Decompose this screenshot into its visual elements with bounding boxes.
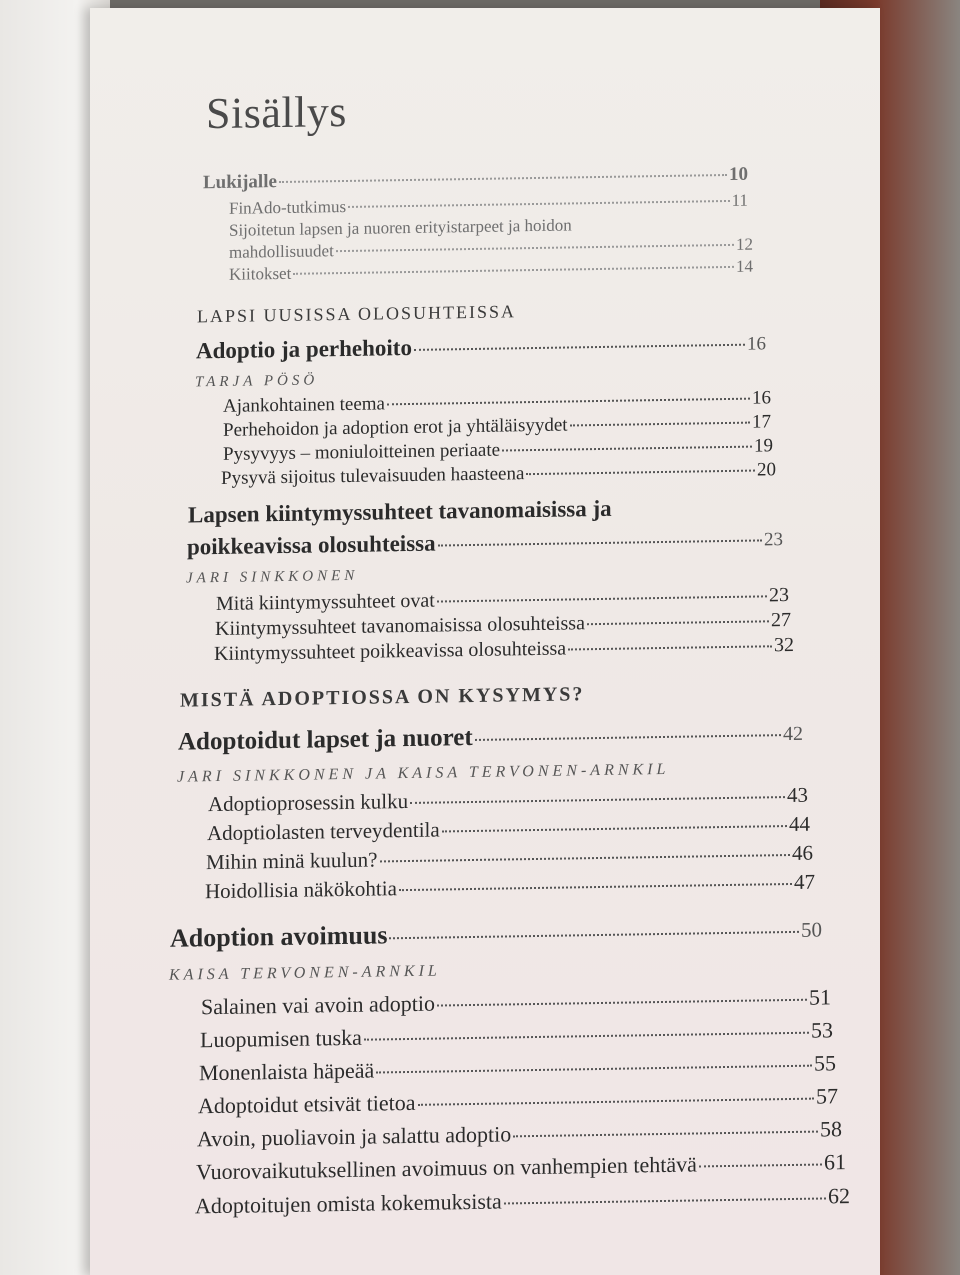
page-title: Sisällys [206,86,347,139]
toc-page-number: 51 [809,984,831,1010]
leader-dots [380,854,791,862]
chapter-entry [178,719,803,757]
leader-dots [389,931,799,939]
chapter-author: TARJA PÖSÖ [195,372,319,391]
chapter-entry [188,493,788,528]
toc-entry [203,164,748,195]
toc-page-number: 12 [736,234,753,254]
toc-entry-title: Lukijalle [203,171,277,194]
toc-page-number: 23 [769,584,789,607]
leader-dots [442,825,787,832]
toc-page-number: 57 [816,1083,838,1109]
toc-page-number: 11 [731,190,748,210]
toc-subentry [197,1116,842,1152]
toc-subentry [207,812,810,846]
toc-entry-title: Hoidollisia näkökohtia [205,876,397,904]
toc-entry-title: Salainen vai avoin adoptio [201,990,435,1020]
leader-dots [348,200,730,208]
leader-dots [513,1131,818,1138]
toc-entry-title: Sijoitetun lapsen ja nuoren erityistarpeet ja hoidon [229,215,572,240]
leader-dots [568,645,772,650]
toc-entry-title: Avoin, puoliavoin ja salattu adoptio [197,1121,512,1152]
toc-page-number: 50 [801,917,822,942]
chapter-author: KAISA TERVONEN-ARNKIL [169,962,441,984]
chapter-author: JARI SINKKONEN JA KAISA TERVONEN-ARNKIL [177,760,670,786]
toc-page-number: 16 [747,333,766,355]
chapter-entry [170,914,822,954]
toc-page-number: 58 [820,1116,842,1142]
toc-subentry [201,984,831,1020]
toc-entry-title: Kiitokset [229,263,292,284]
toc-entry-title: Monenlaista häpeää [199,1057,375,1086]
toc-page-number: 53 [811,1017,833,1043]
toc-entry-title: Vuorovaikutuksellinen avoimuus on vanhempien tehtävä [196,1151,697,1185]
leader-dots [279,174,727,183]
leader-dots [399,883,792,891]
toc-entry-title: poikkeavissa olosuhteissa [187,530,436,560]
toc-entry-title: Adoptoidut etsivät tietoa [198,1089,416,1119]
leader-dots [376,1065,812,1074]
leader-dots [437,595,767,602]
toc-page-number: 61 [824,1149,846,1175]
leader-dots [293,266,734,275]
toc-page-number: 19 [754,435,773,457]
toc-entry-title: Perhehoidon ja adoption erot ja yhtäläisyydet [223,414,568,441]
toc-entry-title: mahdollisuudet [229,241,334,262]
leader-dots [587,620,769,625]
toc-subentry [199,1050,836,1086]
toc-entry-title: Pysyvä sijoitus tulevaisuuden haasteena [221,463,525,489]
toc-page-number: 46 [792,840,813,865]
toc-content [90,0,880,1275]
toc-page-number: 32 [774,633,794,657]
toc-entry-title: Kiintymyssuhteet tavanomaisissa olosuhteissa [215,612,585,641]
toc-subentry [198,1083,838,1119]
toc-subentry [206,841,813,876]
toc-page-number: 43 [787,782,808,808]
toc-page-number: 42 [783,722,803,746]
toc-page-number: 47 [794,869,815,894]
toc-entry-title: Mihin minä kuulun? [206,847,378,875]
toc-entry-title: FinAdo-tutkimus [229,196,347,218]
toc-entry-title: Adoptioprosessin kulku [208,789,409,817]
chapter-entry [196,329,766,364]
toc-subentry [195,1183,850,1219]
leader-dots [504,1197,826,1204]
section-heading: MISTÄ ADOPTIOSSA ON KYSYMYS? [180,683,585,712]
toc-page-number: 62 [828,1183,850,1209]
leader-dots [410,796,785,804]
toc-entry-title: Adoptoitujen omista kokemuksista [195,1188,502,1219]
book-page [90,8,880,1275]
toc-page-number: 17 [752,411,771,433]
chapter-author: JARI SINKKONEN [186,567,359,587]
toc-subentry [205,870,815,905]
toc-page-number: 20 [757,459,776,481]
leader-dots [502,446,752,452]
leader-dots [364,1032,809,1041]
leader-dots [475,734,781,741]
toc-page-number: 27 [771,608,791,632]
toc-page-number: 16 [752,387,771,409]
section-heading: LAPSI UUSISSA OLOSUHTEISSA [197,301,517,327]
toc-entry-title: Lapsen kiintymyssuhteet tavanomaisissa ja [188,495,612,528]
leader-dots [526,470,755,476]
toc-entry-title: Kiintymyssuhteet poikkeavissa olosuhteissa [214,637,567,666]
leader-dots [570,422,750,427]
toc-subentry [208,783,808,817]
toc-entry-title: Adoption avoimuus [170,920,388,953]
toc-subentry [200,1017,833,1053]
toc-page-number: 55 [814,1050,836,1076]
leader-dots [387,398,750,406]
toc-entry-title: Luopumisen tuska [200,1024,362,1053]
toc-page-number: 10 [729,163,748,185]
toc-entry-title: Adoptiolasten terveydentila [207,817,440,846]
toc-subentry [196,1149,846,1185]
toc-page-number: 44 [789,811,810,837]
leader-dots [414,344,745,351]
leader-dots [336,244,734,252]
toc-entry-title: Ajankohtainen teema [223,393,385,417]
leader-dots [418,1098,814,1106]
toc-entry-title: Mitä kiintymyssuhteet ovat [216,589,435,616]
toc-page-number: 14 [736,256,753,276]
leader-dots [699,1164,822,1168]
leader-dots [437,999,807,1007]
chapter-entry [187,525,783,560]
leader-dots [438,539,762,546]
toc-entry-title: Adoptoidut lapset ja nuoret [178,723,473,756]
toc-entry-title: Adoptio ja perhehoito [196,334,412,364]
toc-entry-title: Pysyvyys – moniuloitteinen periaate [223,439,501,465]
toc-page-number: 23 [764,529,783,551]
